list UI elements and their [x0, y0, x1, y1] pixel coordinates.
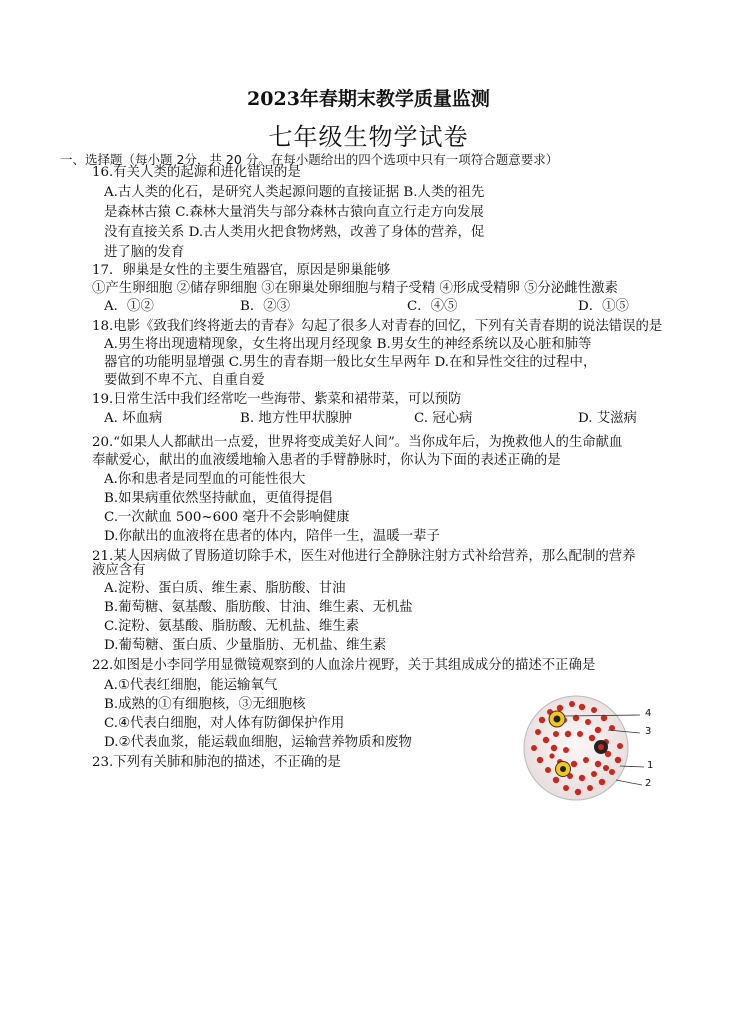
q16-line: 没有直接关系 D.古人类用火把食物烤熟，改善了身体的营养，促	[104, 225, 485, 240]
q20-option-b: B.如果病重依然坚持献血，更值得提倡	[104, 491, 333, 506]
q16-stem: 16.有关人类的起源和进化错误的是	[92, 165, 301, 180]
q23-stem: 23.下列有关肺和肺泡的描述，不正确的是	[92, 755, 341, 770]
q21-stem: 21.某人因病做了胃肠道切除手术，医生对他进行全静脉注射方式补给营养，那么配制的营养	[92, 549, 636, 564]
q16-line: 进了脑的发育	[104, 245, 185, 260]
q21-stem-cont: 液应含有	[92, 563, 146, 578]
q20-option-c: C.一次献血 500~600 毫升不会影响健康	[104, 510, 350, 525]
q20-option-d: D.你献出的血液将在患者的体内，陪伴一生，温暖一辈子	[104, 529, 440, 544]
q19-stem: 19.日常生活中我们经常吃一些海带、紫菜和裙带菜，可以预防	[92, 392, 462, 407]
q16-line: 是森林古猿 C.森林大量消失与部分森林古猿向直立行走方向发展	[104, 205, 484, 220]
q21-option-d: D.葡萄糖、蛋白质、少量脂肪、无机盐、维生素	[104, 638, 387, 653]
q19-option-a: A. 坏血病	[104, 411, 163, 426]
q21-option-b: B.葡萄糖、氨基酸、脂肪酸、甘油、维生素、无机盐	[104, 600, 413, 615]
q17-stem: 17．卵巢是女性的主要生殖器官，原因是卵巢能够	[92, 263, 391, 278]
q22-option-c: C.④代表白细胞，对人体有防御保护作用	[104, 716, 345, 731]
q18-line: 器官的功能明显增强 C.男生的青春期一般比女生早两年 D.在和异性交往的过程中，	[104, 355, 597, 370]
q18-line: A.男生将出现遗精现象，女生将出现月经现象 B.男女生的神经系统以及心脏和肺等	[104, 337, 592, 352]
q20-stem: 20.“如果人人都献出一点爱，世界将变成美好人间”。当你成年后，为挽救他人的生命献血	[92, 435, 623, 450]
q18-line: 要做到不卑不亢、自重自爱	[104, 373, 265, 388]
q20-option-a: A.你和患者是同型血的可能性很大	[104, 472, 306, 487]
q21-option-c: C.淀粉、氨基酸、脂肪酸、无机盐、维生素	[104, 619, 360, 634]
exam-subtitle: 七年级生物学试卷	[268, 123, 469, 151]
q20-stem-cont: 奉献爱心，献出的血液缓地输入患者的手臂静脉时，你认为下面的表述正确的是	[92, 453, 561, 468]
q22-option-a: A.①代表红细胞，能运输氧气	[104, 678, 278, 693]
q19-option-d: D. 艾滋病	[578, 411, 637, 426]
q21-option-a: A.淀粉、蛋白质、维生素、脂肪酸、甘油	[104, 581, 346, 596]
q17-option-b: B．②③	[240, 299, 291, 314]
figure-label-2: 2	[645, 778, 652, 789]
section-heading: 一、选择题（每小题 2分，共 20 分。在每小题给出的四个选项中只有一项符合题意要求）	[60, 152, 559, 167]
white-blood-cell-icon	[594, 740, 608, 754]
q19-option-c: C. 冠心病	[414, 411, 473, 426]
q17-items: ①产生卵细胞 ②储存卵细胞 ③在卵巢处卵细胞与精子受精 ④形成受精卵 ⑤分泌雌性激素	[92, 281, 618, 296]
q18-stem: 18.电影《致我们终将逝去的青春》勾起了很多人对青春的回忆，下列有关青春期的说法错误的是	[92, 319, 663, 334]
q22-option-d: D.②代表血浆，能运载血细胞，运输营养物质和废物	[104, 735, 412, 750]
q17-option-a: A．①②	[104, 299, 154, 314]
q19-option-b: B. 地方性甲状腺肿	[240, 411, 353, 426]
figure-label-1: 1	[647, 760, 654, 771]
q16-line: A.古人类的化石，是研究人类起源问题的直接证据 B.人类的祖先	[104, 185, 485, 200]
blood-smear-figure	[520, 690, 670, 810]
q17-option-d: D．①⑤	[578, 299, 629, 314]
q17-option-c: C．④⑤	[407, 299, 458, 314]
figure-label-4: 4	[645, 708, 652, 719]
white-blood-cell-icon	[556, 762, 571, 777]
figure-label-3: 3	[645, 726, 652, 737]
q22-stem: 22.如图是小李同学用显微镜观察到的人血涂片视野，关于其组成成分的描述不正确是	[92, 658, 596, 673]
microscope-field	[524, 696, 628, 800]
exam-title: 2023年春期末教学质量监测	[247, 88, 490, 110]
white-blood-cell-icon	[549, 711, 565, 727]
q22-option-b: B.成熟的①有细胞核，③无细胞核	[104, 697, 306, 712]
